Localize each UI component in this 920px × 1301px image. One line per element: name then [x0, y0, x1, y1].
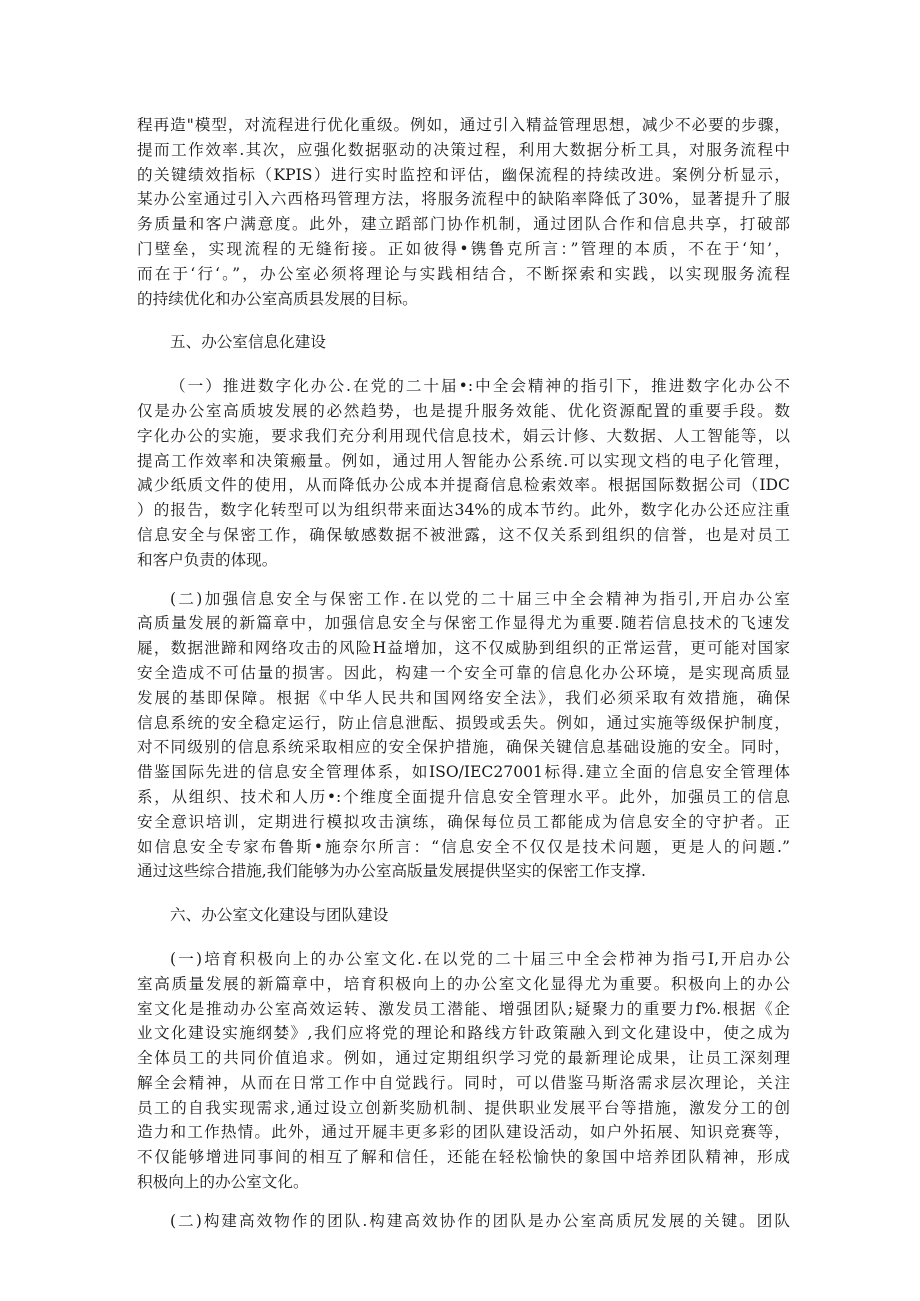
text-line: 仅是办公室高质坡发展的必然趋势，也是提升服务效能、优化资源配置的重要手段。数 — [137, 401, 790, 420]
text-line: 某办公室通过引入六西格玛管理方法，将服务流程中的缺陷率降低了30%，显著提升了服 — [137, 190, 790, 209]
text-line: 高质量发展的新篇章中，加强信息安全与保密工作显得尤为重要.随若信息技术的飞速发 — [137, 614, 790, 633]
paragraph — [137, 947, 790, 1195]
text-line: 字化办公的实施，要求我们充分利用现代信息技术，娟云计修、大数据、人工智能等，以 — [137, 426, 790, 445]
text-line: 室高质量发展的新篇章中，培育积极向上的办公室文化显得尤为重要。积极向上的办公 — [137, 974, 790, 993]
text-line: 减少纸质文件的使用，从而降低办公成本并提裔信息检索效率。根据国际数据公司（IDC — [137, 476, 790, 495]
text-line: 门壁垒，实现流程的无缝衔接。正如彼得•镌鲁克所言：”管理的本质，不在于‘知’， — [137, 239, 790, 258]
text-line: 系，从组织、技术和人历•:个维度全面提升信息安全管理水平。此外，加强员工的信息 — [137, 787, 790, 806]
text-line: 的持续优化和办公室高质县发展的目标。 — [137, 289, 418, 308]
text-line: 信息系统的安全稳定运行，防止信息泄酝、损毁或丢失。例如，通过实施等级保护制度， — [137, 713, 790, 732]
paragraph — [137, 374, 790, 572]
text-line: 造力和工作热情。此外，通过开屣丰更多彩的团队建设活动，如户外拓展、知识竞赛等， — [137, 1123, 790, 1142]
text-line: 提高工作效率和决策瘢量。例如，通过用人智能办公系统.可以实现文档的电子化管理， — [137, 451, 790, 470]
text-line: 的关键绩效指标（KPIS）进行实时监控和评估，幽保流程的持续改进。案例分析显示， — [137, 165, 790, 184]
section-heading: 五、办公室信息化建设 — [170, 333, 326, 352]
text-line: 提而工作效率.其次，应强化数据驱动的决策过程，利用大数据分析工具，对服务流程中 — [137, 140, 790, 159]
text-line: （一）推进数字化办公.在党的二十届•:中全会精神的指引下，推进数字化办公不 — [170, 377, 790, 396]
paragraph — [137, 587, 790, 885]
text-line: 如信息安全专家布鲁斯•施奈尔所言：“信息安全不仅仅是技术问题，更是人的问题.” — [137, 837, 790, 856]
text-line: 和客户负责的体现。 — [137, 550, 278, 569]
text-line: 解全会精神，从而在日常工作中自觉践行。同时，可以借鉴马斯洛需求层次理论，关注 — [137, 1073, 790, 1092]
section-heading: 六、办公室文化建设与团队建设 — [170, 906, 389, 925]
document-page — [137, 113, 790, 1234]
text-line: 屣，数据泄蹄和网络攻击的风险H益增加，这不仅威胁到组织的正常运营，更可能对国家 — [137, 639, 790, 658]
text-line: 信息安全与保密工作，确保敏感数据不被泄露，这不仅关系到组织的信誉，也是对员工 — [137, 525, 790, 544]
text-line: 积极向上的办公室文化。 — [137, 1173, 309, 1192]
text-line: 程再造"模型，对流程进行优化重级。例如，通过引入精益管理思想，减少不必要的步骤， — [137, 116, 790, 134]
paragraph — [137, 113, 790, 311]
text-line: 不仅能够增进同事间的相互了解和信任，还能在轻松愉快的象国中培养团队精神，形成 — [137, 1148, 790, 1167]
text-line: 业文化建设实施纲婪》,我们应将党的理论和路线方针政策融入到文化建设中，使之成为 — [137, 1024, 790, 1043]
text-line: 对不同级别的信息系统采取相应的安全保护措施，确保关键信息基础设施的安全。同时， — [137, 738, 790, 757]
text-line: 而在于‘行‘。”，办公室必须将理论与实践相结合，不断探索和实践，以实现服务流程 — [137, 264, 790, 283]
text-line: 发展的基即保障。根据《中华人民共和国网络安全法》，我们必须采取有效措施，确保 — [137, 688, 790, 707]
text-line: (二)构建高效物作的团队.构建高效协作的团队是办公室高质尻发展的关键。团队 — [170, 1211, 790, 1230]
text-line: 安全意识培训，定期进行模拟攻击演练，确保每位员工都能成为信息安全的守护者。正 — [137, 812, 790, 831]
text-line: 借鉴国际先进的信息安全管理体系，如ISO/IEC27001标得.建立全面的信息安全管理体 — [137, 763, 790, 782]
text-line: 务质量和客户满意度。此外，建立蹈部门协作机制，通过团队合作和信息共享，打破部 — [137, 215, 790, 234]
text-line: (一)培育积极向上的办公室文化.在以党的二十届三中全会栉神为指弓I,开启办公 — [170, 949, 790, 968]
text-line: 室文化是推动办公室高效运转、激发员工潜能、增强团队;疑聚力的重要力f%.根据《企 — [137, 999, 790, 1018]
paragraph — [137, 1209, 790, 1234]
text-line: (二)加强信息安全与保密工作.在以党的二十届三中全会精神为指引,开启办公室 — [170, 589, 790, 608]
text-line: 全体员工的共同价值追求。例如，通过定期组织学习党的最新理论成果，让员工深刻理 — [137, 1049, 790, 1068]
text-line: 通过这些综合措施,我们能够为办公室高版量发展提供坚实的保密工作支撑. — [137, 862, 646, 881]
text-line: ）的报告，数字化转型可以为组织带来面达34%的成本节约。此外，数字化办公还应注重 — [137, 501, 790, 520]
text-line: 员工的自我实现需求,通过设立创新奖励机制、提供职业发展平台等措施，激发分工的创 — [137, 1098, 790, 1117]
text-line: 安全造成不可估量的损害。因此，构建一个安全可靠的信息化办公环境，是实现高质显 — [137, 663, 790, 682]
